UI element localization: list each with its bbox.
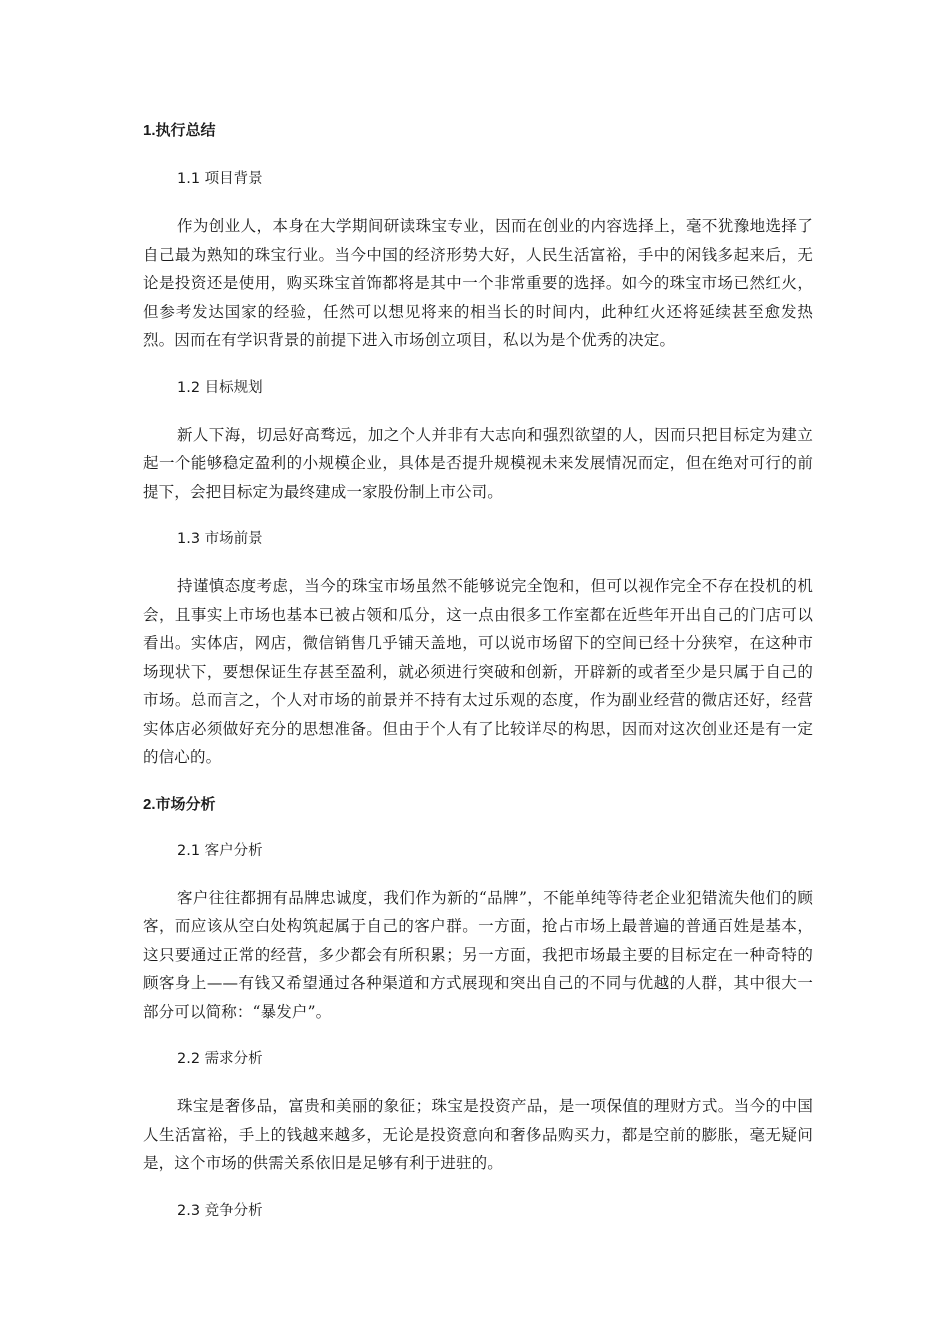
paragraph-market-outlook: 持谨慎态度考虑，当今的珠宝市场虽然不能够说完全饱和，但可以视作完全不存在投机的机会，且事实上市场也基本已被占领和瓜分，这一点由很多工作室都在近些年开出自己的门店可以看出。实体店，网店，微信销售几乎铺天盖地，可以说市场留下的空间已经十分狭窄，在这种市场现状下，要想保证生存甚至盈利，就必须进行突破和创新，开辟新的或者至少是只属于自己的市场。总而言之，个人对市场的前景并不持有太过乐观的态度，作为副业经营的微店还好，经营实体店必须做好充分的思想准备。但由于个人有了比较详尽的构思，因而对这次创业还是有一定的信心的。: [143, 577, 813, 766]
subsection-heading-project-background: 1.1 项目背景: [177, 171, 263, 187]
subsection-heading-customer-analysis: 2.1 客户分析: [177, 842, 263, 859]
document-page: [143, 118, 813, 1224]
paragraph-project-background: 作为创业人，本身在大学期间研读珠宝专业，因而在创业的内容选择上，毫不犹豫地选择了自己最为熟知的珠宝行业。当今中国的经济形势大好，人民生活富裕，手中的闲钱多起来后，无论是投资还是使用，购买珠宝首饰都将是其中一个非常重要的选择。如今的珠宝市场已然红火，但参考发达国家的经验，任然可以想见将来的相当长的时间内，此种红火还将延续甚至愈发热烈。因而在有学识背景的前提下进入市场创立项目，私以为是个优秀的决定。: [143, 217, 813, 349]
paragraph-demand-analysis: 珠宝是奢侈品，富贵和美丽的象征；珠宝是投资产品，是一项保值的理财方式。当今的中国人生活富裕，手上的钱越来越多，无论是投资意向和奢侈品购买力，都是空前的膨胀，毫无疑问是，这个市场的供需关系依旧是足够有利于进驻的。: [143, 1097, 813, 1172]
subsection-heading-demand-analysis: 2.2 需求分析: [177, 1051, 263, 1067]
section-heading-executive-summary: 1.执行总结: [143, 122, 216, 139]
subsection-heading-goal-planning: 1.2 目标规划: [177, 379, 263, 396]
subsection-heading-market-outlook: 1.3 市场前景: [177, 531, 263, 547]
paragraph-customer-analysis: 客户往往都拥有品牌忠诚度，我们作为新的“品牌”，不能单纯等待老企业犯错流失他们的顾客，而应该从空白处构筑起属于自己的客户群。一方面，抢占市场上最普遍的普通百姓是基本，这只要通过正常的经营，多少都会有所积累；另一方面，我把市场最主要的目标定在一种奇特的顾客身上——有钱又希望通过各种渠道和方式展现和突出自己的不同与优越的人群，其中很大一部分可以简称：“暴发户”。: [143, 888, 813, 1021]
section-heading-market-analysis: 2.市场分析: [143, 795, 216, 813]
subsection-heading-competition-analysis: 2.3 竞争分析: [177, 1202, 263, 1219]
paragraph-goal-planning: 新人下海，切忌好高骛远，加之个人并非有大志向和强烈欲望的人，因而只把目标定为建立起一个能够稳定盈利的小规模企业，具体是否提升规模视未来发展情况而定，但在绝对可行的前提下，会把目标定为最终建成一家股份制上市公司。: [143, 425, 813, 501]
